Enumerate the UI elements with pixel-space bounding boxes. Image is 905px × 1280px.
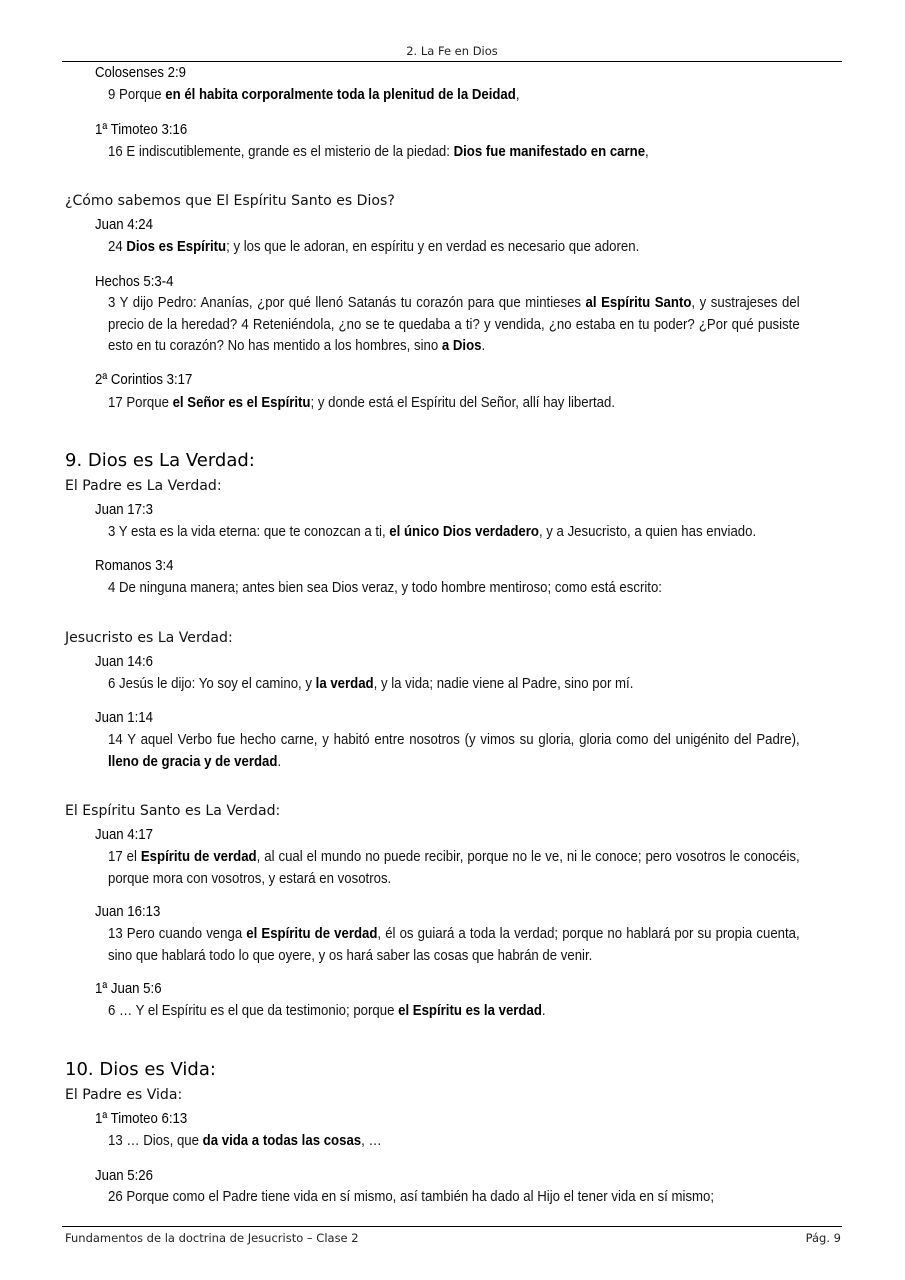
verse-reference: Juan 17:3 (95, 501, 153, 518)
verse-reference: Romanos 3:4 (95, 557, 174, 574)
header-rule (62, 61, 842, 62)
footer-course-title: Fundamentos de la doctrina de Jesucristo – Clase 2 (65, 1231, 359, 1245)
verse-emphasis: el Espíritu de verdad (246, 925, 378, 942)
verse-emphasis: el único Dios verdadero (389, 523, 539, 540)
verse-reference: Hechos 5:3-4 (95, 273, 174, 290)
verse-text: 13 Pero cuando venga el Espíritu de verdad, él os guiará a toda la verdad; porque no hablará por su propia cuenta, sino que hablará todo lo que oyere, y os hará saber las cosas que habrán de venir. (108, 925, 800, 964)
subsection-title: Jesucristo es La Verdad: (65, 630, 233, 646)
verse-reference: Colosenses 2:9 (95, 64, 186, 81)
verse-text: 9 Porque en él habita corporalmente toda la plenitud de la Deidad, (108, 86, 520, 103)
verse-reference: Juan 16:13 (95, 903, 161, 920)
verse-reference: Juan 14:6 (95, 653, 153, 670)
subsection-title: El Espíritu Santo es La Verdad: (65, 803, 281, 819)
verse-text: 6 Jesús le dijo: Yo soy el camino, y la verdad, y la vida; nadie viene al Padre, sino por mí. (108, 675, 634, 692)
verse-text: 17 el Espíritu de verdad, al cual el mundo no puede recibir, porque no le ve, ni le conoce; pero vosotros le conocéis, porque mora con vosotros, y estará en vosotros. (108, 848, 800, 887)
verse-text: 17 Porque el Señor es el Espíritu; y donde está el Espíritu del Señor, allí hay libertad. (108, 394, 616, 411)
verse-emphasis: a Dios (441, 337, 482, 354)
verse-text: 6 … Y el Espíritu es el que da testimonio; porque el Espíritu es la verdad. (108, 1002, 546, 1019)
verse-text: 14 Y aquel Verbo fue hecho carne, y habitó entre nosotros (y vimos su gloria, gloria como del unigénito del Padre), lleno de gracia y de verdad. (108, 731, 800, 770)
section-title: 10. Dios es Vida: (65, 1059, 216, 1080)
subsection-title: ¿Cómo sabemos que El Espíritu Santo es Dios? (65, 193, 395, 209)
verse-emphasis: la verdad (315, 675, 374, 692)
verse-reference: 1ª Timoteo 3:16 (95, 121, 188, 138)
verse-reference: Juan 5:26 (95, 1167, 153, 1184)
verse-emphasis: el Señor es el Espíritu (172, 394, 311, 411)
verse-emphasis: Espíritu de verdad (140, 848, 257, 865)
verse-text: 3 Y dijo Pedro: Ananías, ¿por qué llenó Satanás tu corazón para que mintieses al Espíritu Santo, y sustrajeses del precio de la heredad? 4 Reteniéndola, ¿no se te quedaba a ti? y vendida, ¿no estaba en tu poder? ¿Por qué pusiste esto en tu corazón? No has mentido a los hombres, sino a Dios. (108, 294, 800, 354)
footer-rule (62, 1226, 842, 1227)
verse-reference: Juan 1:14 (95, 709, 153, 726)
verse-text: 16 E indiscutiblemente, grande es el misterio de la piedad: Dios fue manifestado en carne, (108, 143, 649, 160)
section-title: 9. Dios es La Verdad: (65, 450, 255, 471)
verse-text: 13 … Dios, que da vida a todas las cosas, … (108, 1132, 382, 1149)
verse-emphasis: en él habita corporalmente toda la plenitud de la Deidad (165, 86, 516, 103)
verse-reference: 1ª Timoteo 6:13 (95, 1110, 188, 1127)
verse-emphasis: Dios es Espíritu (126, 238, 227, 255)
verse-emphasis: el Espíritu es la verdad (398, 1002, 542, 1019)
verse-emphasis: Dios fue manifestado en carne (453, 143, 646, 160)
verse-text: 3 Y esta es la vida eterna: que te conozcan a ti, el único Dios verdadero, y a Jesucristo, a quien has enviado. (108, 523, 757, 540)
subsection-title: El Padre es La Verdad: (65, 478, 222, 494)
page-header: 2. La Fe en Dios (406, 44, 498, 58)
verse-reference: 2ª Corintios 3:17 (95, 371, 193, 388)
verse-reference: Juan 4:17 (95, 826, 153, 843)
verse-text: 26 Porque como el Padre tiene vida en sí mismo, así también ha dado al Hijo el tener vida en sí mismo; (108, 1188, 715, 1205)
subsection-title: El Padre es Vida: (65, 1087, 183, 1103)
verse-reference: Juan 4:24 (95, 216, 153, 233)
verse-emphasis: al Espíritu Santo (585, 294, 692, 311)
verse-emphasis: da vida a todas las cosas (202, 1132, 362, 1149)
page-number: Pág. 9 (805, 1231, 841, 1245)
verse-reference: 1ª Juan 5:6 (95, 980, 162, 997)
verse-text: 24 Dios es Espíritu; y los que le adoran, en espíritu y en verdad es necesario que adoren. (108, 238, 640, 255)
verse-text: 4 De ninguna manera; antes bien sea Dios veraz, y todo hombre mentiroso; como está escrito: (108, 579, 662, 596)
verse-emphasis: lleno de gracia y de verdad (108, 752, 278, 770)
